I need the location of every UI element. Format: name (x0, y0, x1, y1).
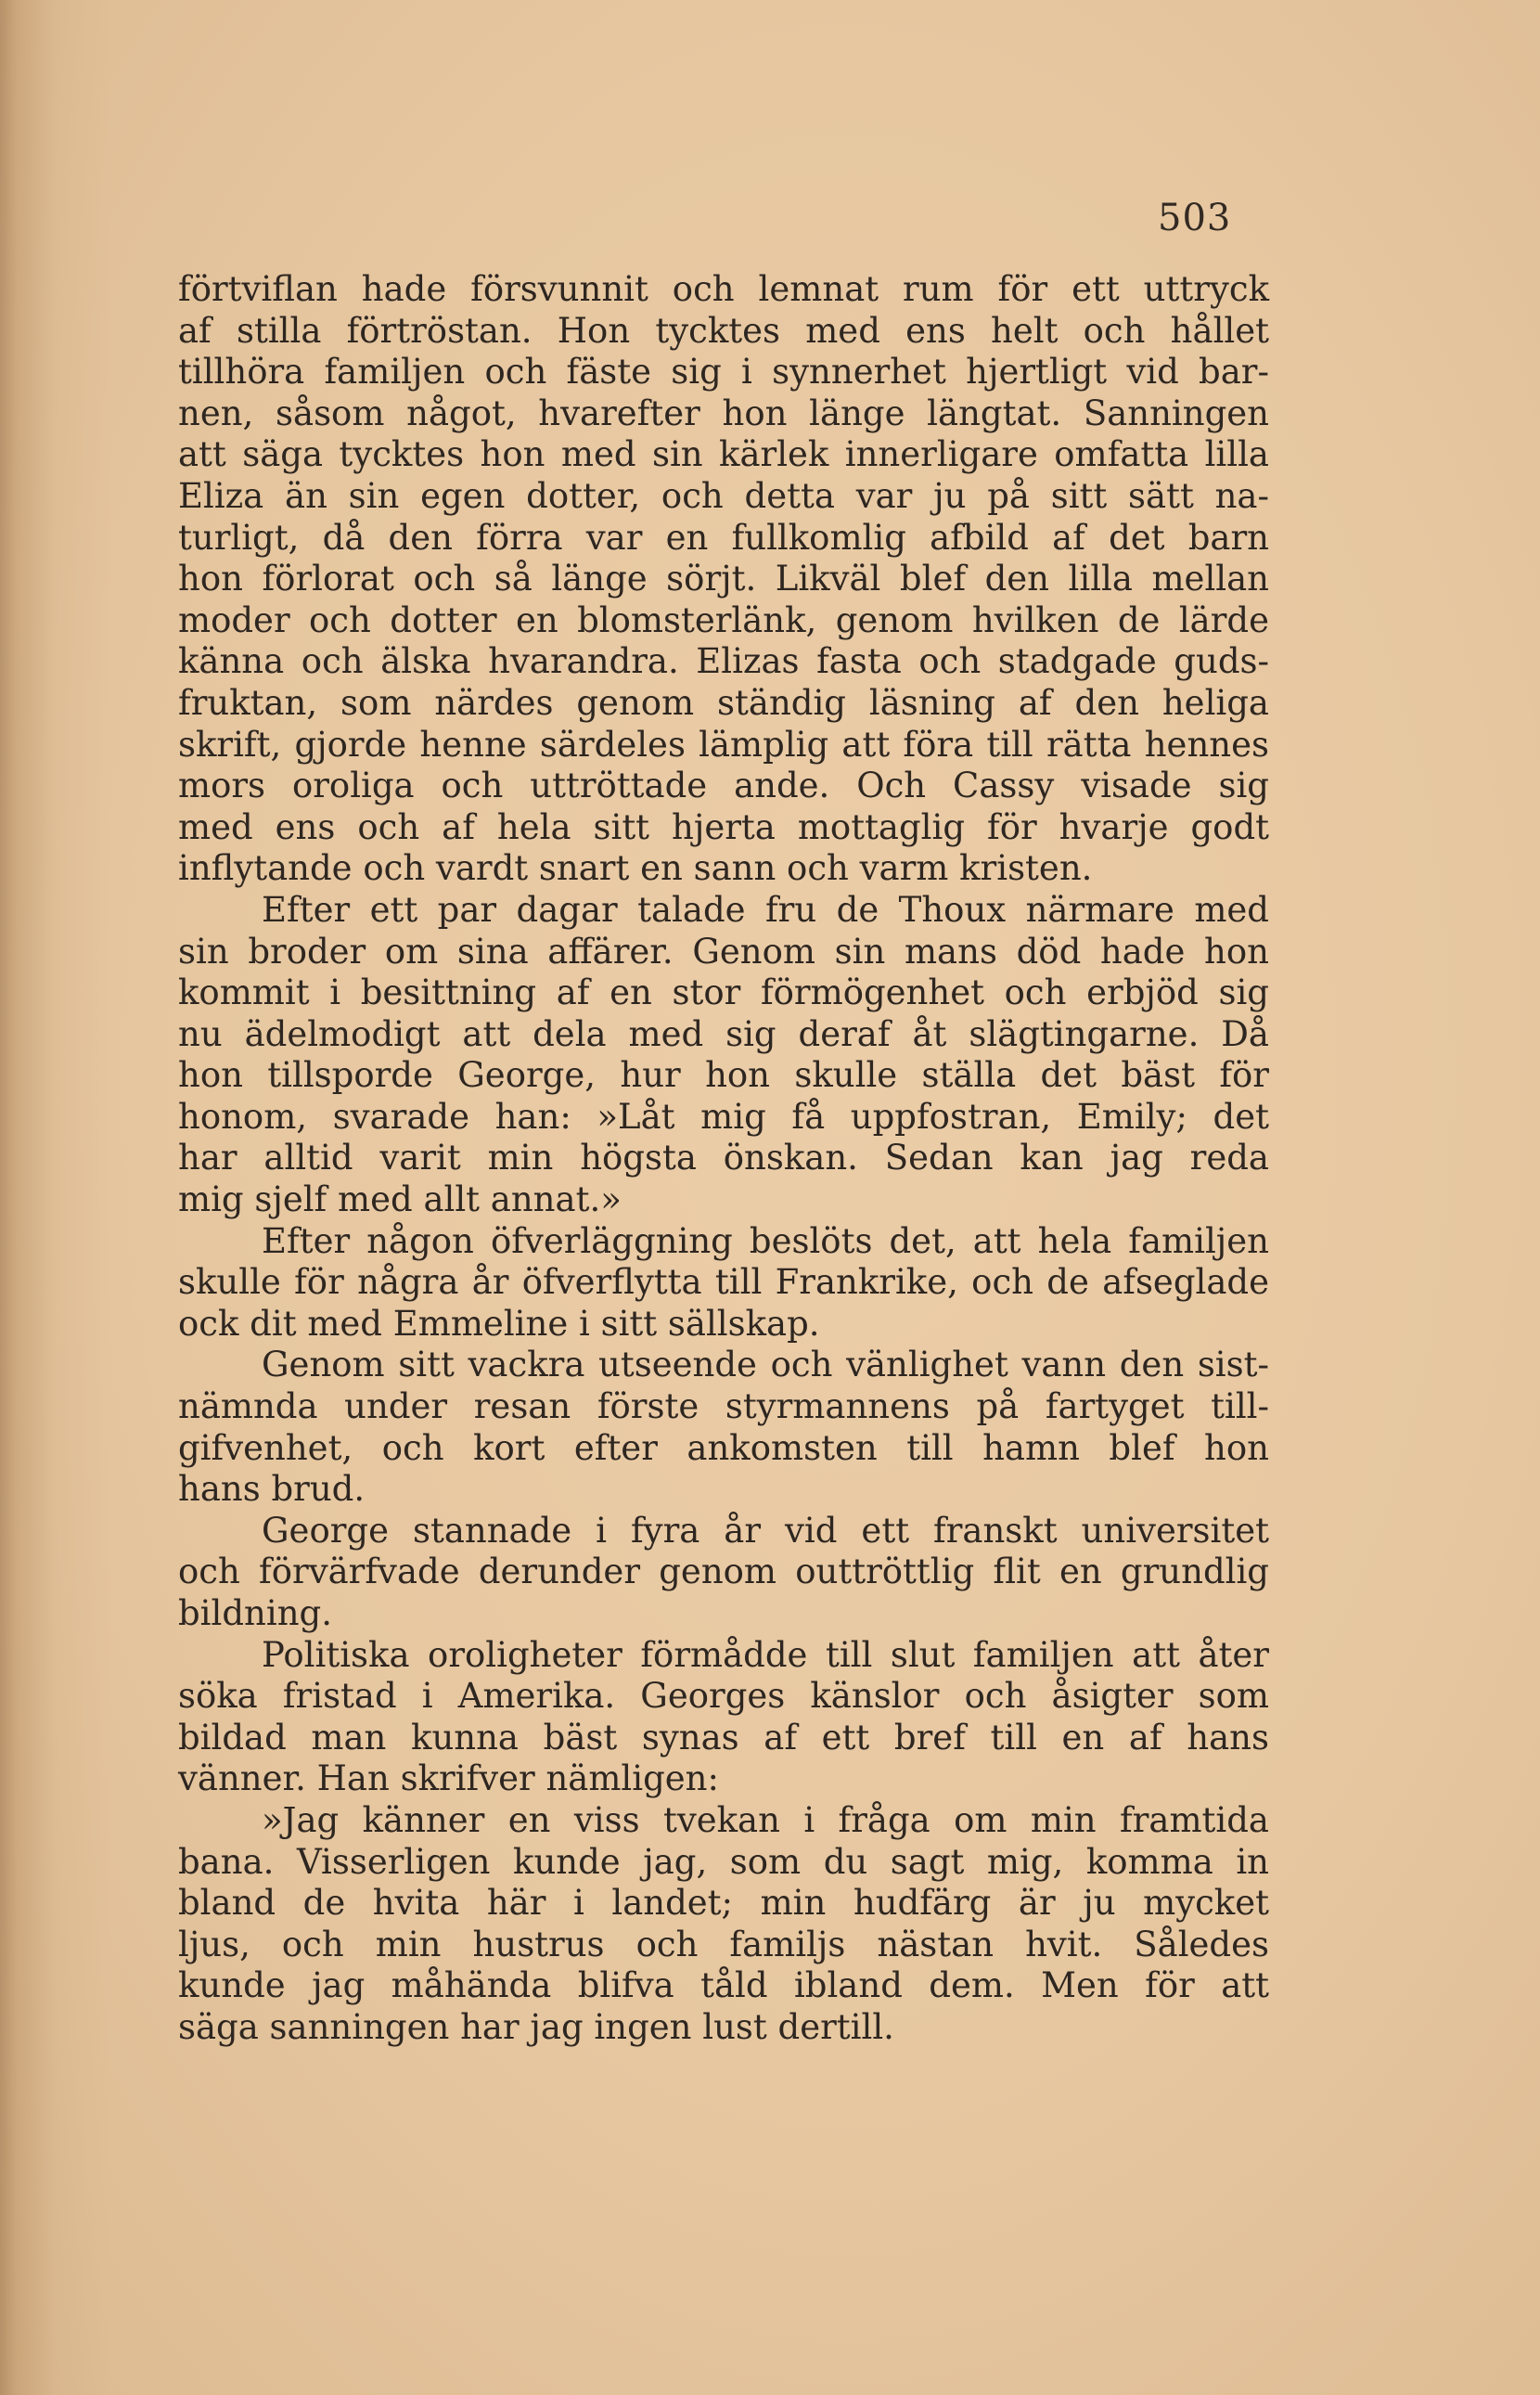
text-line: känna och älska hvarandra. Elizas fasta och stadgade guds- (178, 641, 1269, 682)
text-line: skulle för några år öfverflytta till Frankrike, och de afseglade (178, 1262, 1269, 1303)
text-line: nämnda under resan förste styrmannens på fartyget till- (178, 1386, 1269, 1427)
text-line: moder och dotter en blomsterlänk, genom hvilken de lärde (178, 599, 1269, 640)
text-line: George stannade i fyra år vid ett franskt universitet (262, 1510, 1269, 1551)
text-line: bland de hvita här i landet; min hudfärg är ju mycket (178, 1883, 1269, 1924)
text-line: af stilla förtröstan. Hon tycktes med ens helt och hållet (178, 310, 1269, 351)
text-line: bana. Visserligen kunde jag, som du sagt mig, komma in (178, 1841, 1269, 1882)
text-line: Genom sitt vackra utseende och vänlighet vann den sist- (262, 1345, 1269, 1385)
body-text (178, 269, 1269, 2049)
text-line: inflytande och vardt snart en sann och varm kristen. (178, 848, 1093, 889)
text-line: och förvärfvade derunder genom outtröttlig flit en grundlig (178, 1552, 1269, 1592)
text-line: att säga tycktes hon med sin kärlek innerligare omfatta lilla (178, 434, 1269, 475)
text-line: bildad man kunna bäst synas af ett bref till en af hans (178, 1717, 1269, 1758)
page-number: 503 (1158, 197, 1232, 239)
text-line: kunde jag måhända blifva tåld ibland dem. Men för att (178, 1965, 1269, 2006)
text-line: tillhöra familjen och fäste sig i synnerhet hjertligt vid bar- (178, 352, 1269, 393)
text-line: bildning. (178, 1593, 332, 1633)
text-line: säga sanningen har jag ingen lust dertill. (178, 2006, 894, 2047)
text-line: gifvenhet, och kort efter ankomsten till hamn blef hon (178, 1427, 1269, 1468)
text-line: Eliza än sin egen dotter, och detta var ju på sitt sätt na- (178, 475, 1269, 516)
text-line: förtviflan hade försvunnit och lemnat rum för ett uttryck (178, 269, 1269, 309)
text-line: nen, såsom något, hvarefter hon länge längtat. Sanningen (178, 393, 1269, 433)
text-line: kommit i besittning af en stor förmögenhet och erbjöd sig (178, 972, 1269, 1013)
text-line: skrift, gjorde henne särdeles lämplig att föra till rätta hennes (178, 724, 1269, 765)
text-line: söka fristad i Amerika. Georges känslor och åsigter som (178, 1676, 1269, 1717)
text-line: har alltid varit min högsta önskan. Sedan kan jag reda (178, 1138, 1269, 1178)
text-line: ljus, och min hustrus och familjs nästan hvit. Således (178, 1924, 1269, 1964)
text-line: mors oroliga och uttröttade ande. Och Cassy visade sig (178, 766, 1269, 806)
text-line: hon förlorat och så länge sörjt. Likväl blef den lilla mellan (178, 559, 1269, 599)
text-line: ock dit med Emmeline i sitt sällskap. (178, 1303, 820, 1344)
text-line: hans brud. (178, 1469, 366, 1510)
text-line: honom, svarade han: »Låt mig få uppfostran, Emily; det (178, 1096, 1269, 1137)
text-line: Efter ett par dagar talade fru de Thoux närmare med (262, 889, 1269, 930)
text-line: hon tillsporde George, hur hon skulle ställa det bäst för (178, 1055, 1269, 1096)
text-line: turligt, då den förra var en fullkomlig afbild af det barn (178, 517, 1269, 558)
text-line: »Jag känner en viss tvekan i fråga om min framtida (262, 1799, 1269, 1840)
text-line: mig sjelf med allt annat.» (178, 1179, 622, 1220)
text-line: Politiska oroligheter förmådde till slut familjen att åter (262, 1634, 1269, 1675)
text-line: fruktan, som närdes genom ständig läsning af den heliga (178, 682, 1269, 723)
text-line: nu ädelmodigt att dela med sig deraf åt slägtingarne. Då (178, 1013, 1269, 1054)
text-line: Efter någon öfverläggning beslöts det, att hela familjen (262, 1220, 1269, 1261)
text-line: sin broder om sina affärer. Genom sin mans död hade hon (178, 931, 1269, 972)
text-line: vänner. Han skrifver nämligen: (178, 1758, 719, 1799)
text-line: med ens och af hela sitt hjerta mottaglig för hvarje godt (178, 806, 1269, 847)
